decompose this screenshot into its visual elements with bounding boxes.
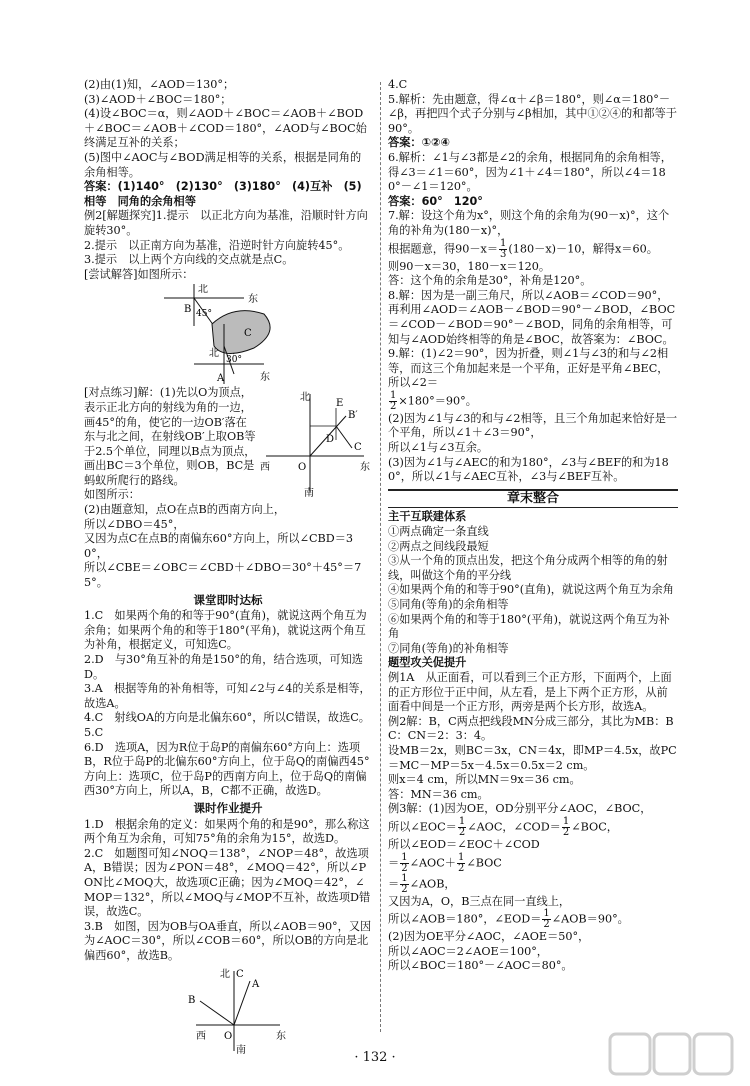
equation-line	[388, 853, 678, 874]
column-divider	[380, 82, 381, 1032]
right-column	[388, 78, 678, 974]
practice-line: [对点练习]解：(1)先以O为顶点，表示正北方向的射线为角的一边，画45°的角，使它的一边OB′落在东与北之间，在射线OB′上取OB等于2.5个单位，同理以B点为顶点，画出BC＝3个单位，则OB，BC是蚂蚁所爬行的路线。	[84, 386, 256, 487]
label-B: B	[188, 995, 196, 1007]
answer-item: 3.A 根据等角的补角相等，可知∠2与∠4的关系是相等，故选A。	[84, 682, 371, 710]
answer-item: 6.解析：∠1与∠3都是∠2的余角，根据同角的余角相等，得∠3＝∠1＝60°，因为∠1＋∠4＝180°，所以∠4＝180°－∠1＝120°。	[388, 150, 672, 194]
answer-item: 6.D 选项A，因为R位于岛P的南偏东60°方向上：选项B，R位于岛P的北偏东60°方向上，位于岛Q的南偏西45°方向上：选项C，位于岛P的西南方向上，位于岛Q的南偏西30°方向上，所以A，B，C都不正确，故选D。	[84, 740, 370, 798]
example-line: 设MB＝2x，则BC＝3x，CN＝4x，即MP＝4.5x，故PC＝MC－MP＝5x－4.5x＝0.5x＝2 cm。	[388, 743, 677, 772]
answer-line: 则90－x＝30，180－x＝120。	[388, 259, 551, 273]
fraction	[499, 239, 507, 260]
label-east: 东	[248, 294, 258, 306]
fraction-numerator: 1	[401, 872, 408, 884]
equation-text: ∠AOB，	[409, 877, 456, 890]
equation-line	[388, 874, 678, 895]
fraction-numerator: 1	[458, 815, 466, 827]
label-east-2: 东	[260, 372, 270, 384]
equation-text: ∠AOC，∠COD＝	[467, 820, 561, 834]
answer-item: 8.解：因为是一副三角尺，所以∠AOB＝∠COD＝90°，再利用∠AOD＝∠AOB－∠BOD＝90°－∠BOD，∠BOC＝∠COD－∠BOD＝90°－∠BOD，同角的余角相等，可知与∠AOD始终相等的角是∠BOC，故答案为：∠BOC。	[388, 288, 676, 346]
framework-item: ②两点之间线段最短	[388, 539, 489, 553]
fraction-denominator: 2	[390, 400, 397, 412]
label-B: B	[184, 304, 192, 316]
example-line: [尝试解答]如图所示：	[84, 267, 194, 281]
compass-figure-2	[260, 386, 372, 498]
watermark-logo	[606, 1030, 736, 1080]
answer-line: 答案：60° 120°	[388, 194, 483, 208]
subsection-title: 题型攻关促提升	[388, 656, 467, 670]
answer-item: 3.B 如图，因为OB与OA垂直，所以∠AOB＝90°，又因为∠AOC＝30°，所以∠COB＝60°，所以OB的方向是北偏西60°，故选B。	[84, 919, 372, 962]
equation-text: ×180°＝90°。	[398, 394, 477, 408]
practice-line: 所以∠DBO＝45°，	[84, 517, 185, 531]
fraction-denominator: 2	[458, 826, 466, 838]
framework-item: ⑥如果两个角的和等于180°(平角)，就说这两个角互为补角	[388, 612, 670, 641]
label-south: 南	[304, 488, 314, 499]
equation-text: ∠BOC	[466, 856, 502, 869]
label-E: E	[336, 398, 344, 410]
practice-line: 又因为点C在点B的南偏东60°方向上，所以∠CBD＝30°，	[84, 532, 354, 560]
fraction-denominator: 2	[543, 919, 550, 931]
answer-item: 1.C 如果两个角的和等于90°(直角)，就说这两个角互为余角；如果两个角的和等于180°(平角)，就说这两个角互为补角，根据定义，可知选C。	[84, 609, 367, 652]
equation-line	[388, 817, 678, 838]
label-north: 北	[198, 284, 208, 296]
answer-line: (4)设∠BOC＝α，则∠AOD＋∠BOC＝∠AOB＋∠BOD＋∠BOC＝∠AOB＋∠COD＝180°，∠AOD与∠BOC始终满足互补的关系；	[84, 107, 367, 150]
label-C: C	[354, 442, 362, 454]
label-O: O	[298, 462, 307, 474]
practice-block	[84, 386, 372, 590]
label-O: O	[224, 1031, 233, 1043]
fraction-denominator: 2	[562, 826, 570, 838]
framework-item: ③从一个角的顶点出发，把这个角分成两个相等的角的射线，叫做这个角的平分线	[388, 554, 668, 582]
practice-line: 如图所示：	[84, 488, 140, 502]
label-A: A	[217, 373, 225, 385]
answer-item: 5.C	[84, 725, 104, 739]
equation-line	[388, 391, 678, 412]
practice-line: (2)由题意知，点O在点B的西南方向上，	[84, 503, 286, 517]
label-C: C	[236, 969, 244, 981]
answer-line: 答：这个角的余角是30°，补角是120°。	[388, 274, 592, 288]
fraction	[458, 817, 466, 838]
answer-item: 9.解：(1)∠2＝90°，因为折叠，则∠1与∠3的和与∠2相等，而这三个角加起来是一个平角，正好是平角∠BEC，所以∠2＝	[388, 347, 669, 390]
framework-item: ⑦同角(等角)的补角相等	[388, 641, 509, 655]
fraction-denominator: 2	[457, 862, 465, 874]
fraction	[542, 909, 550, 930]
answer-line: (3)∠AOD＋∠BOC＝180°；	[84, 92, 232, 106]
answer-line: 答案：(1)140° (2)130° (3)180° (4)互补 (5)相等 同角的余角相等	[84, 180, 362, 208]
equation-text: (180－x)－10，解得x＝60。	[508, 242, 658, 256]
fraction-denominator: 3	[500, 248, 507, 260]
answer-item: 1.D 根据余角的定义：如果两个角的和是90°，那么称这两个角互为余角，可知75°角的余角为15°，故选D。	[84, 817, 370, 846]
answer-item: 5.解析：先由题意，得∠α＋∠β＝180°，则∠α＝180°－∠β，再把四个式子分别与∠β相加，其中①②④的和都等于90°。	[388, 92, 677, 135]
label-D: D	[326, 434, 335, 446]
compass-figure-1	[84, 284, 372, 384]
answer-line: 所以∠1与∠3互余。	[388, 441, 489, 455]
example-item: 例2解：B，C两点把线段MN分成三部分，其比为MB：BC：CN＝2：3：4。	[388, 714, 674, 743]
equation-text: ∠BOC，	[571, 820, 618, 834]
example-line: 所以∠BOC＝180°－∠AOC＝80°。	[388, 959, 573, 973]
example-line: 答：MN＝36 cm。	[388, 787, 489, 801]
answer-line: (2)因为∠1与∠3的和与∠2相等，且三个角加起来恰好是一个平角，所以∠1＋∠3＝90°，	[388, 411, 678, 440]
framework-item: ①两点确定一条直线	[388, 525, 489, 539]
example-line: 例2[解题探究]1.提示 以正北方向为基准，沿顺时针方向旋转30°。	[84, 209, 368, 237]
label-B-prime: B′	[348, 410, 358, 422]
equation-text: 根据题意，得90－x＝	[388, 242, 499, 256]
answer-item: 4.C 射线OA的方向是北偏东60°，所以C错误，故选C。	[84, 711, 370, 725]
answer-item: 7.解：设这个角为x°，则这个角的余角为(90－x)°，这个角的补角为(180－x)°，	[388, 209, 670, 237]
equation-text: 所以∠AOB＝180°，∠EOD＝	[388, 912, 542, 926]
label-30: 30°	[226, 355, 242, 366]
fraction-numerator: 1	[543, 908, 550, 920]
equation-line	[388, 239, 678, 260]
section-title: 课时作业提升	[193, 800, 263, 815]
fraction-numerator: 1	[457, 851, 465, 863]
fraction-denominator: 2	[401, 883, 408, 895]
subsection-title: 主干互联建体系	[388, 510, 467, 524]
page-number: · 132 ·	[354, 1050, 396, 1065]
example-item: 例3解：(1)因为OE，OD分别平分∠AOC，∠BOC，	[388, 802, 652, 816]
label-east: 东	[360, 462, 370, 474]
answer-item: 2.D 与30°角互补的角是150°的角，结合选项，可知选D。	[84, 653, 363, 681]
equation-text: ∠AOC＋	[409, 856, 456, 869]
fraction	[562, 817, 570, 838]
equation-text: 所以∠EOC＝	[388, 820, 457, 834]
equation-line: 所以∠EOD＝∠EOC＋∠COD	[388, 837, 540, 851]
label-A: A	[252, 979, 260, 991]
answer-line: (5)图中∠AOC与∠BOD满足相等的关系，根据是同角的余角相等。	[84, 150, 362, 179]
label-north: 北	[220, 969, 230, 981]
label-north-2: 北	[209, 348, 219, 360]
fraction	[457, 853, 465, 874]
fraction-denominator: 2	[401, 862, 408, 874]
label-south: 南	[236, 1045, 246, 1057]
compass-figure-3	[84, 965, 372, 1057]
fraction	[400, 853, 408, 874]
label-C: C	[244, 328, 252, 340]
answer-line: (2)由(1)知，∠AOD＝130°；	[84, 78, 235, 91]
section-title: 课堂即时达标	[193, 592, 263, 607]
label-45: 45°	[196, 309, 212, 320]
example-line: 则x＝4 cm，所以MN＝9x＝36 cm。	[388, 773, 581, 787]
fraction-numerator: 1	[562, 815, 570, 827]
fraction-numerator: 1	[390, 389, 397, 401]
answer-item: 2.C 如题图可知∠NOQ＝138°，∠NOP＝48°，故选项A，B错误；因为∠PON＝48°，∠MOQ＝42°，所以∠PON比∠MOQ大，故选项C正确；因为∠MOQ＝42°，∠MOP＝132°，所以∠MOQ与∠MOP不互补，故选项D错误，故选C。	[84, 846, 371, 919]
label-west: 西	[196, 1031, 206, 1043]
equation-text: ∠AOB＝90°。	[551, 912, 629, 926]
practice-line: 所以∠CBE＝∠OBC＝∠CBD＋∠DBO＝30°＋45°＝75°。	[84, 561, 362, 590]
example-line: 所以∠AOC＝2∠AOE＝100°，	[388, 944, 548, 958]
example-line: (2)因为OE平分∠AOC，∠AOE＝50°，	[388, 930, 590, 944]
framework-item: ⑤同角(等角)的余角相等	[388, 598, 509, 611]
equation-text: ＝	[388, 856, 400, 869]
example-line: 3.提示 以上两个方向线的交点就是点C。	[84, 253, 294, 267]
fraction	[400, 874, 408, 895]
label-north: 北	[300, 392, 310, 404]
example-line: 又因为A，O，B三点在同一直线上，	[388, 894, 571, 908]
label-west: 西	[260, 462, 270, 474]
label-east: 东	[276, 1031, 286, 1043]
left-column	[84, 78, 372, 1059]
fraction-numerator: 1	[500, 237, 507, 249]
framework-item: ④如果两个角的和等于90°(直角)，就说这两个角互为余角	[388, 583, 674, 597]
answer-line: (3)因为∠1与∠AEC的和为180°，∠3与∠BEF的和为180°，所以∠1与∠AEC互补，∠3与∠BEF互补。	[388, 455, 669, 484]
chapter-title: 章末整合	[388, 489, 678, 509]
fraction-numerator: 1	[401, 851, 408, 863]
example-item: 例1A 从正面看，可以看到三个正方形，下面两个，上面的正方形位于正中间，从左看，是上下两个正方形，从前面看中间是一个正方形，两旁是两个长方形，故选A。	[388, 670, 672, 714]
fraction	[389, 391, 397, 412]
equation-text: ＝	[388, 877, 400, 890]
example-line: 2.提示 以正南方向为基准，沿逆时针方向旋转45°。	[84, 238, 350, 252]
equation-line	[388, 909, 678, 930]
answer-line: 答案：①②④	[388, 136, 450, 150]
answer-item: 4.C	[388, 78, 408, 91]
